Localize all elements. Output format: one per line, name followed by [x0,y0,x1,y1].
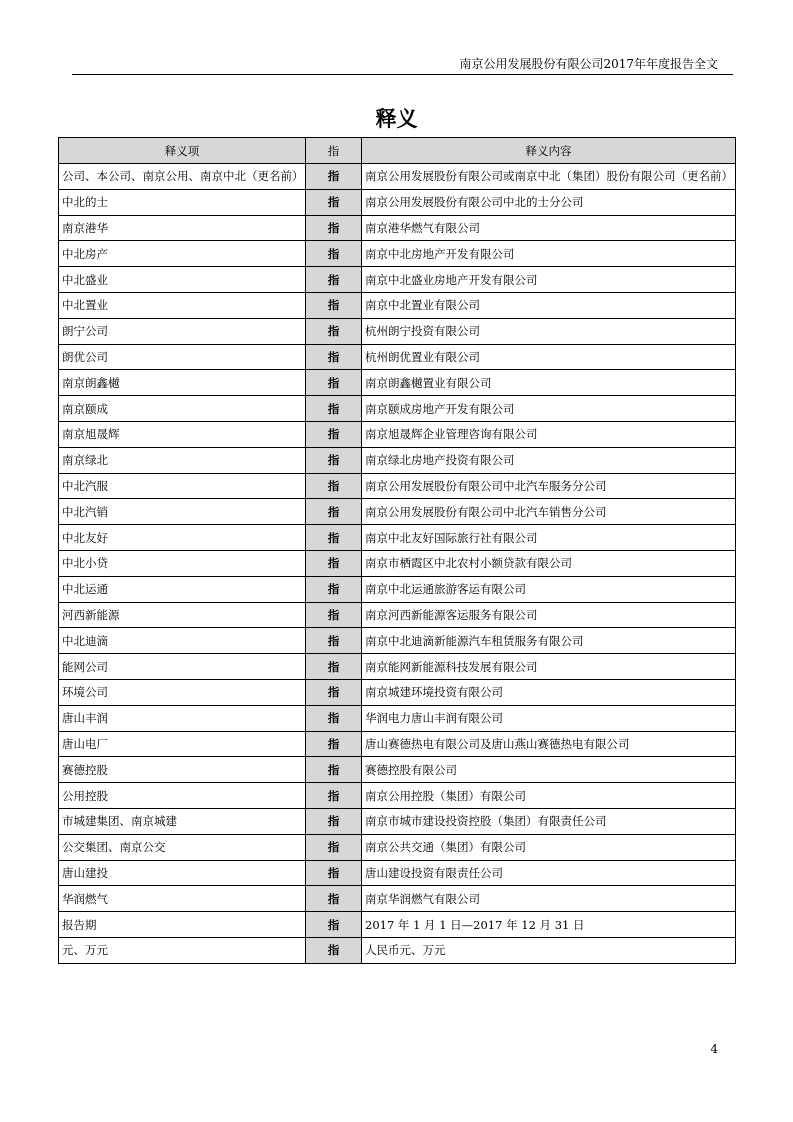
term-cell: 唐山建投 [59,860,306,886]
term-cell: 南京绿北 [59,447,306,473]
term-cell: 唐山丰润 [59,705,306,731]
table-row [59,576,736,602]
meaning-cell: 2017 年 1 月 1 日—2017 年 12 月 31 日 [362,912,736,938]
term-cell: 环境公司 [59,679,306,705]
table-header-row [59,138,736,164]
term-cell: 公司、本公司、南京公用、南京中北（更名前） [59,164,306,190]
meaning-cell: 南京中北置业有限公司 [362,292,736,318]
table-row [59,628,736,654]
meaning-cell: 南京中北盛业房地产开发有限公司 [362,267,736,293]
table-row [59,783,736,809]
meaning-cell: 南京中北迪滴新能源汽车租赁服务有限公司 [362,628,736,654]
ref-cell: 指 [306,731,362,757]
term-cell: 赛德控股 [59,757,306,783]
ref-cell: 指 [306,783,362,809]
meaning-cell: 南京中北房地产开发有限公司 [362,241,736,267]
meaning-cell: 南京公用发展股份有限公司中北的士分公司 [362,189,736,215]
term-cell: 公交集团、南京公交 [59,834,306,860]
ref-cell: 指 [306,550,362,576]
column-header-ref: 指 [306,138,362,164]
ref-cell: 指 [306,886,362,912]
term-cell: 公用控股 [59,783,306,809]
ref-cell: 指 [306,370,362,396]
meaning-cell: 唐山建设投资有限责任公司 [362,860,736,886]
table-row [59,654,736,680]
meaning-cell: 杭州朗宁投资有限公司 [362,318,736,344]
ref-cell: 指 [306,473,362,499]
table-body [59,164,736,964]
term-cell: 中北房产 [59,241,306,267]
meaning-cell: 华润电力唐山丰润有限公司 [362,705,736,731]
definitions-table [58,137,736,964]
table-row [59,679,736,705]
meaning-cell: 南京中北友好国际旅行社有限公司 [362,525,736,551]
term-cell: 中北的士 [59,189,306,215]
ref-cell: 指 [306,628,362,654]
ref-cell: 指 [306,292,362,318]
meaning-cell: 南京中北运通旅游客运有限公司 [362,576,736,602]
term-cell: 华润燃气 [59,886,306,912]
meaning-cell: 南京市城市建设投资控股（集团）有限责任公司 [362,808,736,834]
table-row [59,292,736,318]
table-row [59,525,736,551]
meaning-cell: 南京能网新能源科技发展有限公司 [362,654,736,680]
meaning-cell: 南京绿北房地产投资有限公司 [362,447,736,473]
running-header: 南京公用发展股份有限公司2017年年度报告全文 [459,57,718,71]
table-row [59,447,736,473]
meaning-cell: 南京公用发展股份有限公司中北汽车销售分公司 [362,499,736,525]
page-number: 4 [710,1042,718,1056]
table-row [59,370,736,396]
table-row [59,937,736,963]
table-row [59,731,736,757]
term-cell: 朗宁公司 [59,318,306,344]
ref-cell: 指 [306,499,362,525]
ref-cell: 指 [306,808,362,834]
ref-cell: 指 [306,525,362,551]
column-header-term: 释义项 [59,138,306,164]
ref-cell: 指 [306,189,362,215]
meaning-cell: 南京港华燃气有限公司 [362,215,736,241]
term-cell: 市城建集团、南京城建 [59,808,306,834]
table-row [59,860,736,886]
term-cell: 唐山电厂 [59,731,306,757]
table-row [59,757,736,783]
ref-cell: 指 [306,396,362,422]
table-row [59,808,736,834]
term-cell: 中北运通 [59,576,306,602]
term-cell: 能网公司 [59,654,306,680]
table-row [59,834,736,860]
table-row [59,318,736,344]
header-divider [72,74,733,75]
ref-cell: 指 [306,267,362,293]
ref-cell: 指 [306,602,362,628]
meaning-cell: 南京颐成房地产开发有限公司 [362,396,736,422]
meaning-cell: 南京公用发展股份有限公司或南京中北（集团）股份有限公司（更名前） [362,164,736,190]
ref-cell: 指 [306,447,362,473]
term-cell: 南京港华 [59,215,306,241]
ref-cell: 指 [306,576,362,602]
meaning-cell: 唐山赛德热电有限公司及唐山燕山赛德热电有限公司 [362,731,736,757]
meaning-cell: 南京公用发展股份有限公司中北汽车服务分公司 [362,473,736,499]
term-cell: 南京颐成 [59,396,306,422]
term-cell: 朗优公司 [59,344,306,370]
table-row [59,215,736,241]
meaning-cell: 南京公用控股（集团）有限公司 [362,783,736,809]
meaning-cell: 南京城建环境投资有限公司 [362,679,736,705]
table-row [59,164,736,190]
meaning-cell: 赛德控股有限公司 [362,757,736,783]
term-cell: 中北汽销 [59,499,306,525]
table-row [59,421,736,447]
term-cell: 南京朗鑫樾 [59,370,306,396]
meaning-cell: 南京华润燃气有限公司 [362,886,736,912]
ref-cell: 指 [306,421,362,447]
term-cell: 报告期 [59,912,306,938]
term-cell: 元、万元 [59,937,306,963]
table-row [59,499,736,525]
table-row [59,602,736,628]
meaning-cell: 南京市栖霞区中北农村小额贷款有限公司 [362,550,736,576]
meaning-cell: 南京朗鑫樾置业有限公司 [362,370,736,396]
ref-cell: 指 [306,215,362,241]
ref-cell: 指 [306,860,362,886]
table-row [59,473,736,499]
table-row [59,705,736,731]
ref-cell: 指 [306,705,362,731]
column-header-meaning: 释义内容 [362,138,736,164]
table-row [59,189,736,215]
ref-cell: 指 [306,912,362,938]
table-row [59,396,736,422]
term-cell: 中北盛业 [59,267,306,293]
ref-cell: 指 [306,834,362,860]
ref-cell: 指 [306,344,362,370]
table-row [59,912,736,938]
ref-cell: 指 [306,654,362,680]
term-cell: 中北迪滴 [59,628,306,654]
ref-cell: 指 [306,937,362,963]
ref-cell: 指 [306,757,362,783]
term-cell: 中北汽服 [59,473,306,499]
table-row [59,550,736,576]
term-cell: 中北置业 [59,292,306,318]
term-cell: 中北友好 [59,525,306,551]
ref-cell: 指 [306,318,362,344]
table-row [59,886,736,912]
meaning-cell: 杭州朗优置业有限公司 [362,344,736,370]
ref-cell: 指 [306,164,362,190]
meaning-cell: 南京河西新能源客运服务有限公司 [362,602,736,628]
meaning-cell: 人民币元、万元 [362,937,736,963]
term-cell: 河西新能源 [59,602,306,628]
meaning-cell: 南京旭晟辉企业管理咨询有限公司 [362,421,736,447]
table-row [59,267,736,293]
term-cell: 中北小贷 [59,550,306,576]
table-row [59,344,736,370]
term-cell: 南京旭晟辉 [59,421,306,447]
section-title: 释义 [375,106,418,131]
meaning-cell: 南京公共交通（集团）有限公司 [362,834,736,860]
ref-cell: 指 [306,679,362,705]
ref-cell: 指 [306,241,362,267]
table-row [59,241,736,267]
